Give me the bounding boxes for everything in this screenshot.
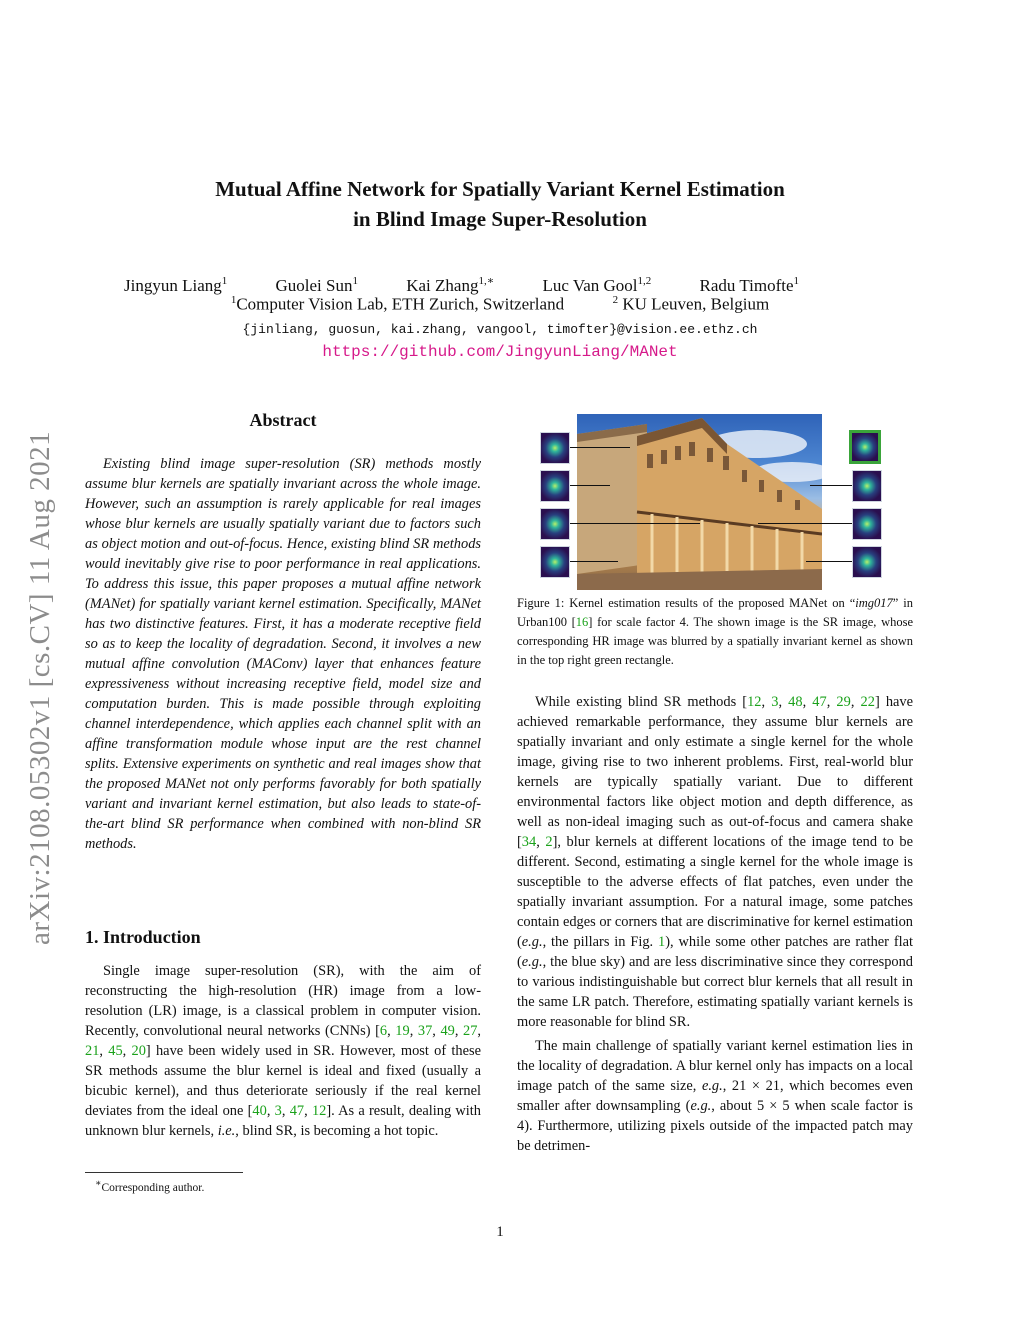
kernel-patch (540, 470, 570, 502)
right-column-body (517, 692, 913, 1156)
figure-1 (538, 414, 902, 590)
arrow (570, 523, 700, 524)
author-emails: {jinliang, guosun, kai.zhang, vangool, timofter}@vision.ee.ethz.ch (242, 322, 758, 337)
intro-paragraph: Single image super-resolution (SR), with the aim of reconstructing the high-resolution (HR) image from a low-resolution (LR) image, is a classical problem in computer vision. Recently, convolutional neural networks (CNNs) [6, 19, 37, 49, 27, 21, 45, 20] have been widely used in SR. However, most of these SR methods assume the blur kernel is ideal and fixed (usually a bicubic kernel), and thus deteriorate seriously if the real kernel deviates from the ideal one [40, 3, 47, 12]. As a result, dealing with unknown blur kernels, i.e., blind SR, is becoming a hot topic. (85, 963, 482, 1139)
ground-truth-kernel-patch (849, 430, 881, 464)
author: Radu Timofte$^1$ (699, 275, 800, 295)
title-line-1: Mutual Affine Network for Spatially Variant Kernel Estimation (215, 177, 785, 201)
author-list (124, 270, 884, 297)
footnote-rule (85, 1172, 243, 1173)
kernel-patch (852, 546, 882, 578)
author: Jingyun Liang$^1$ (124, 275, 228, 295)
introduction-body (85, 961, 481, 1141)
citation-link[interactable]: 47 (289, 1103, 305, 1119)
arxiv-stamp: arXiv:2108.05302v1 [cs.CV] 11 Aug 2021 (24, 430, 56, 945)
citation-link[interactable]: 16 (575, 615, 589, 629)
citation-link[interactable]: 29 (836, 694, 851, 710)
abstract-body (85, 454, 481, 854)
paragraph: The main challenge of spatially variant kernel estimation lies in the locality of degradation. A blur kernel only has impacts on a local image patch of the same size, e.g., 21 × 21, which becomes even smaller after downsampling (e.g., about 5 × 5 when scale factor is 4). Furthermore, utilizing pixels outside of the impacted patch may be detrimen- (517, 1038, 913, 1154)
building-illustration (577, 414, 822, 590)
citation-link[interactable]: 34 (521, 834, 537, 850)
author: Luc Van Gool$^{1,2}$ (542, 275, 652, 295)
citation-link[interactable]: 37 (417, 1023, 433, 1039)
abstract-heading: Abstract (249, 410, 317, 430)
citation-link[interactable]: 3 (771, 694, 779, 710)
title-line-2: in Blind Image Super-Resolution (353, 207, 647, 231)
arrow (758, 523, 852, 524)
paragraph: While existing blind SR methods [12, 3, 48, 47, 29, 22] have achieved remarkable performance, they assume blur kernels are spatially invariant and only estimate a single kernel for the whole image, giving rise to two inherent problems. First, real-world blur kernels are typically spatially variant. Due to different environmental factors like object motion and depth difference, as well as non-ideal imaging such as out-of-focus and camera shake [34, 2], blur kernels at different locations of the image tend to be different. Second, estimating a single kernel for the whole image is susceptible to the adverse effects of flat patches, even under the spatially invariant assumption. For a natural image, some patches contain edges or corners that are discriminative for kernel estimation (e.g., the pillars in Fig. 1), while some other patches are rather flat (e.g., the blue sky) and are less discriminative since they correspond to various indistinguishable but correct blur kernels that all result in the same LR patch. Therefore, estimating spatially variant kernels is more reasonable for blind SR. (517, 694, 914, 1030)
citation-link[interactable]: 6 (379, 1023, 388, 1039)
author: Guolei Sun$^1$ (275, 275, 358, 295)
kernel-patch (540, 432, 570, 464)
affiliation-2: KU Leuven, Belgium (622, 294, 770, 314)
citation-link[interactable]: 49 (440, 1023, 455, 1039)
kernel-patch (852, 470, 882, 502)
citation-link[interactable]: 20 (131, 1043, 146, 1059)
page-number: 1 (496, 1224, 504, 1240)
affiliation-1: Computer Vision Lab, ETH Zurich, Switzerland (236, 294, 565, 314)
kernel-patch (540, 508, 570, 540)
kernel-patch (540, 546, 570, 578)
citation-link[interactable]: 27 (463, 1023, 478, 1039)
citation-link[interactable]: 45 (108, 1043, 123, 1059)
citation-link[interactable]: 3 (274, 1103, 282, 1119)
arrow (810, 485, 852, 486)
sr-image (577, 414, 822, 590)
arrow (570, 447, 630, 448)
citation-link[interactable]: 48 (788, 694, 803, 710)
citation-link[interactable]: 40 (252, 1103, 267, 1119)
section-heading-introduction: 1. Introduction (85, 927, 201, 947)
citation-link[interactable]: 12 (747, 694, 762, 710)
citation-link[interactable]: 19 (395, 1023, 410, 1039)
kernel-patch (852, 508, 882, 540)
figure-1-caption: Figure 1: Kernel estimation results of the proposed MANet on “img017” in Urban100 [16] for scale factor 4. The shown image is the SR image, whose corresponding HR image was blurred by a spatially invariant kernel as shown in the top right green rectangle. (517, 596, 914, 667)
arrow (570, 561, 618, 562)
citation-link[interactable]: 12 (311, 1103, 327, 1119)
author: Kai Zhang$^{1,∗}$ (406, 275, 495, 295)
citation-link[interactable]: 2 (545, 834, 553, 850)
figure-link[interactable]: 1 (658, 934, 666, 950)
github-link[interactable]: https://github.com/JingyunLiang/MANet (322, 343, 678, 361)
citation-link[interactable]: 22 (860, 694, 875, 710)
footnote: ∗Corresponding author. (95, 1178, 205, 1194)
arrow (806, 561, 852, 562)
abstract-text: Existing blind image super-resolution (SR) methods mostly assume blur kernels are spatially invariant across the whole image. However, such an assumption is rarely applicable for real images whose blur kernels are usually spatially variant due to factors such as object motion and out-of-focus. Hence, existing blind SR methods would inevitably give rise to poor performance in real applications. To address this issue, this paper proposes a mutual affine network (MANet) for spatially variant kernel estimation. Specifically, MANet has two distinctive features. First, it has a moderate receptive field so as to keep the locality of degradation. Second, it involves a new mutual affine convolution (MAConv) layer that enhances feature expressiveness without increasing receptive field, model size and computation burden. This is made possible through exploiting channel interdependence, which applies each channel split with an affine transformation module whose input are the rest channel splits. Extensive experiments on synthetic and real images show that the proposed MANet not only performs favorably for both spatially variant and invariant kernel estimation, but also leads to state-of-the-art blind SR performance when combined with non-blind SR methods. (85, 456, 481, 852)
arrow (570, 485, 610, 486)
citation-link[interactable]: 47 (812, 694, 827, 710)
paper-title (0, 174, 1000, 234)
citation-link[interactable]: 21 (85, 1043, 100, 1059)
affiliations: $^1$Computer Vision Lab, ETH Zurich, Switzerland $^2$ KU Leuven, Belgium (230, 294, 770, 314)
